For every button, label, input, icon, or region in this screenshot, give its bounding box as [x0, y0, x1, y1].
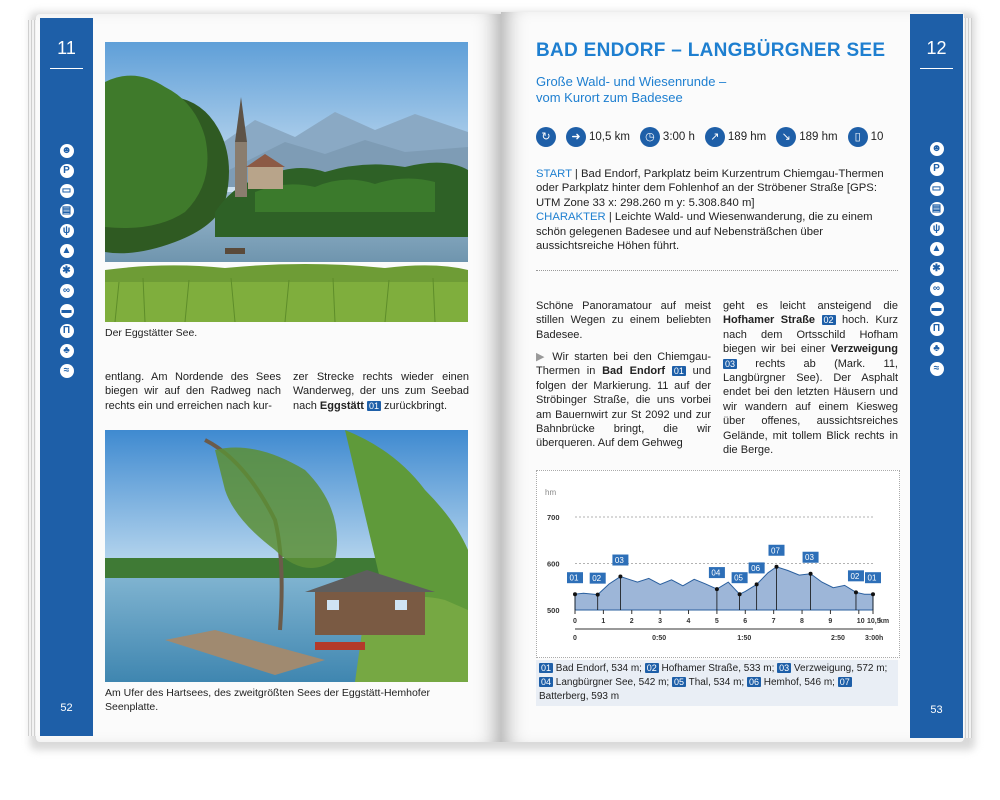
- waypoint-label: 02: [592, 574, 602, 584]
- x-tick-label: 8: [800, 618, 804, 625]
- legend-waypoint-badge: 07: [839, 677, 850, 687]
- waypoint-label: 01: [867, 573, 877, 583]
- route-title: BAD ENDORF – LANGBÜRGNER SEE: [536, 40, 886, 61]
- tree-icon: ♣: [60, 344, 74, 358]
- left-column-text-2: [293, 370, 469, 413]
- restaurant-icon: ψ: [60, 224, 74, 238]
- train-icon: ▤: [60, 204, 74, 218]
- swim-icon: ≈: [930, 362, 944, 376]
- legend-waypoint-text: Langbürgner See, 542 m;: [553, 677, 672, 688]
- waypoint-label: 06: [751, 563, 761, 573]
- waypoint-label: 03: [805, 553, 814, 563]
- place-bad-endorf: Bad Endorf: [602, 365, 666, 378]
- phone-icon: ▯: [848, 127, 868, 147]
- waypoint-label: 04: [711, 568, 721, 578]
- waypoint-label: 03: [614, 556, 624, 566]
- x-tick-label: 1: [601, 618, 606, 625]
- x-tick-label: 10: [856, 618, 865, 625]
- time-tick-label: 0: [573, 635, 577, 642]
- lake-landscape-illustration: [105, 42, 468, 322]
- stat-descent: [776, 127, 837, 147]
- bus-icon: ▭: [60, 184, 74, 198]
- legend-waypoint-badge: 03: [779, 663, 790, 673]
- time-tick-label: 0:50: [652, 635, 667, 642]
- descent-icon: ↘: [776, 127, 796, 147]
- text-span: hoch. Kurz nach dem Ortsschild Hofham biegen wir bei einer: [723, 314, 898, 356]
- start-block: [536, 167, 898, 253]
- text-span: und folgen der Markierung. 11 auf der Ströbinger Straße, die uns vorbei am Bauernwirt zur St 2092 und zur Bahnbrücke bringt, die wir überqueren. Auf dem Gehweg: [536, 365, 711, 450]
- parking-icon: P: [60, 164, 74, 178]
- text-span: geht es leicht ansteigend die: [723, 300, 898, 312]
- legend-waypoint-text: Bad Endorf, 534 m;: [553, 663, 645, 674]
- stat-distance: [566, 127, 630, 147]
- subtitle-line-2: vom Kurort zum Badesee: [536, 90, 683, 105]
- restaurant-icon: ψ: [930, 222, 944, 236]
- x-tick-label: 5: [714, 618, 719, 625]
- body-col-1: [536, 350, 711, 451]
- place-name-eggstaett: Eggstätt: [319, 399, 364, 412]
- snow-icon: ✱: [930, 262, 944, 276]
- left-column-text-1: entlang. Am Nordende des Sees biegen wir auf den Radweg nach rechts ein und erreichen nach kur-: [105, 371, 281, 412]
- legend-waypoint-text: Hofhamer Straße, 533 m;: [658, 663, 778, 674]
- swim-icon: ≈: [60, 364, 74, 378]
- ascent-icon: ↗: [705, 127, 725, 147]
- hartsee-illustration: [105, 430, 468, 682]
- place-hofhamer-strasse: Hofhamer Straße: [723, 314, 816, 327]
- photo-hartsee: [105, 430, 468, 682]
- descent-value: 189 hm: [799, 131, 838, 143]
- mountain-icon: ▲: [930, 242, 944, 256]
- left-icon-column: [40, 144, 93, 378]
- right-page-number: 53: [930, 704, 943, 716]
- signpost-icon: ➜: [566, 127, 586, 147]
- route-subtitle: [536, 74, 896, 106]
- body-col-2: [723, 299, 898, 457]
- waypoint-badge: 03: [725, 358, 736, 369]
- x-tick-label: 3: [658, 618, 663, 625]
- x-tick-label: 0: [573, 618, 577, 625]
- x-tick-label: 6: [743, 618, 748, 625]
- photo-eggstaetter-see: [105, 42, 468, 322]
- legend-waypoint-badge: 04: [541, 677, 552, 687]
- bear-icon: ☻: [61, 145, 72, 156]
- caption-top: Der Eggstätter See.: [105, 327, 198, 339]
- legend-waypoint-badge: 06: [748, 677, 759, 687]
- x-tick-label: 4: [686, 618, 691, 625]
- dotted-divider: [536, 270, 898, 271]
- ascent-value: 189 hm: [727, 131, 767, 143]
- right-blue-sidebar: [910, 14, 963, 738]
- waypoint-label: 01: [569, 573, 579, 583]
- time-tick-label: 2:50: [830, 635, 845, 642]
- charakter-label: CHARAKTER: [536, 211, 606, 224]
- text-span: Wir starten bei den Chiemgau-Thermen in: [536, 351, 711, 378]
- waypoint-label: 07: [771, 546, 780, 556]
- y-tick-label: 600: [547, 559, 560, 569]
- right-tab-number: 12: [926, 38, 947, 58]
- mountain-icon: ▲: [60, 244, 74, 258]
- legend-waypoint-badge: 05: [674, 677, 685, 687]
- legend-waypoint-text: Verzweigung, 572 m;: [791, 663, 888, 674]
- museum-icon: Π: [930, 322, 944, 336]
- time-tick-label: 3:00: [865, 635, 880, 642]
- time-tick-label: 1:50: [737, 635, 752, 642]
- x-tick-label: 7: [771, 618, 776, 625]
- start-label: START: [536, 168, 572, 180]
- waypoint-badge: 01: [368, 400, 379, 411]
- legend-waypoint-badge: 02: [646, 663, 657, 673]
- left-tab-number: 11: [57, 38, 76, 58]
- caption-bottom: Am Ufer des Hartsees, des zweitgrößten Sees der Eggstätt-Hemhofer Seenplatte.: [105, 687, 431, 713]
- left-page-number: 52: [60, 702, 73, 714]
- place-verzweigung: Verzweigung: [830, 343, 898, 356]
- text-span: rechts ab (Mark. 11, Langbürgner See). Der Asphalt endet bei den letzten Häusern und wir wandern auf einem Kiesweg über offenes, aussichtsreiches Gelände, mit tollem Blick rechts in die Berge.: [723, 357, 898, 457]
- parking-icon: P: [930, 162, 944, 176]
- bike-icon: ∞: [60, 284, 74, 298]
- museum-icon: Π: [60, 324, 74, 338]
- intro-text: Schöne Panoramatour auf meist stillen Wegen zu einem beliebten Badesee.: [536, 300, 711, 341]
- waypoint-badge: 01: [673, 366, 684, 377]
- x-axis-label: km: [879, 618, 890, 625]
- waypoint-label: 02: [850, 571, 860, 581]
- distance-value: 10,5 km: [589, 131, 630, 143]
- legend-waypoint-text: Hemhof, 546 m;: [761, 677, 838, 688]
- arrow-marker-icon: ▶: [536, 351, 547, 363]
- charakter-text: | Leichte Wald- und Wiesenwanderung, die zu einem schön gelegenen Badesee und auf Nebensträßchen über aussichtsreiche Höhen führt.: [536, 211, 873, 253]
- legend-waypoint-text: Batterberg, 593 m: [539, 691, 620, 702]
- x-tick-label: 10,5: [867, 618, 881, 625]
- elevation-profile: [536, 470, 900, 658]
- divider: [920, 68, 953, 69]
- car-icon: ▬: [931, 303, 942, 314]
- stat-count: [848, 127, 884, 147]
- tree-icon: ♣: [930, 342, 944, 356]
- snow-icon: ✱: [60, 264, 74, 278]
- text-span: zer Strecke rechts wieder einen Wanderweg, der uns zum Seebad nach: [293, 371, 469, 412]
- loop-icon: ↻: [536, 127, 556, 147]
- stat-ascent: [705, 127, 766, 147]
- left-blue-sidebar: [40, 18, 93, 736]
- subtitle-line-1: Große Wald- und Wiesenrunde –: [536, 74, 727, 89]
- y-tick-label: 700: [547, 513, 560, 522]
- legend-waypoint-text: Thal, 534 m;: [686, 677, 747, 688]
- clock-icon: ◷: [640, 127, 660, 147]
- time-axis-label: h: [879, 635, 884, 642]
- right-icon-column: [910, 142, 963, 376]
- waypoint-legend: [536, 660, 898, 706]
- bike-icon: ∞: [930, 282, 944, 296]
- text-span: zurückbringt.: [381, 399, 448, 412]
- y-axis-label: hm: [545, 488, 557, 497]
- legend-waypoint-badge: 01: [541, 663, 552, 673]
- duration-value: 3:00 h: [662, 131, 695, 143]
- x-tick-label: 2: [629, 618, 634, 625]
- count-value: 10: [870, 131, 884, 143]
- stats-row: [536, 127, 906, 147]
- train-icon: ▤: [930, 202, 944, 216]
- x-tick-label: 9: [828, 618, 833, 625]
- waypoint-badge: 02: [823, 315, 834, 326]
- start-text: | Bad Endorf, Parkplatz beim Kurzentrum Chiemgau-Thermen oder Parkplatz hinter dem Fohlenhof an der Ströbener Straße [GPS: UTM Zone 33 x: 298.260 m y: 5.308.840 m]: [536, 168, 884, 209]
- bear-icon: ☻: [931, 143, 942, 154]
- stat-duration: [640, 127, 695, 147]
- elevation-chart: [537, 471, 899, 657]
- car-icon: ▬: [61, 305, 72, 316]
- waypoint-label: 05: [734, 573, 744, 583]
- y-tick-label: 500: [547, 606, 560, 615]
- bus-icon: ▭: [930, 182, 944, 196]
- divider: [50, 68, 83, 69]
